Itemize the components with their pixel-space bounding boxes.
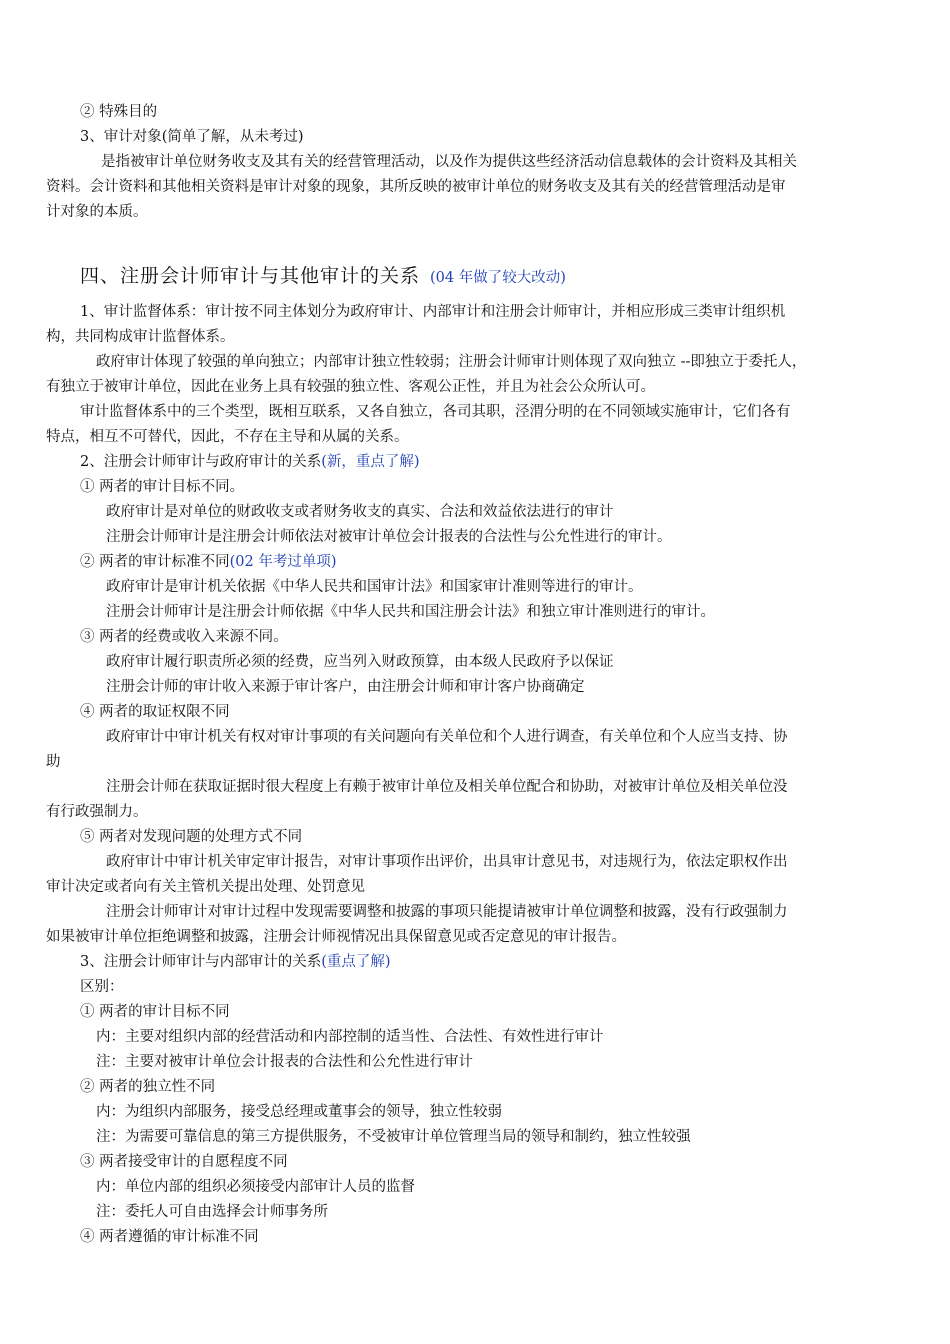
subsection-title-note: (新，重点了解): [321, 454, 420, 470]
list-item: ③ 两者接受审计的自愿程度不同: [80, 1154, 288, 1170]
section-heading: [80, 262, 566, 292]
paragraph-line: 审计监督体系中的三个类型，既相互联系，又各自独立，各司其职，泾渭分明的在不同领域实施审计，它们各有: [80, 404, 791, 420]
list-item-detail: 注：主要对被审计单位会计报表的合法性和公允性进行审计: [96, 1054, 473, 1070]
list-item: ③ 两者的经费或收入来源不同。: [80, 629, 288, 645]
list-item-note: (02 年考过单项): [229, 554, 337, 570]
subsection-title-government-audit: [80, 452, 420, 472]
list-item-detail: 政府审计是审计机关依据《中华人民共和国审计法》和国家审计准则等进行的审计。: [106, 579, 643, 595]
list-item-detail: 注册会计师审计对审计过程中发现需要调整和披露的事项只能提请被审计单位调整和披露，没有行政强制力: [106, 904, 788, 920]
list-item-detail: 注册会计师的审计收入来源于审计客户，由注册会计师和审计客户协商确定: [106, 679, 585, 695]
list-item-detail: 政府审计是对单位的财政收支或者财务收支的真实、合法和效益依法进行的审计: [106, 504, 614, 520]
list-item-detail: 内：为组织内部服务，接受总经理或董事会的领导，独立性较弱: [96, 1104, 502, 1120]
list-item-detail: 政府审计履行职责所必须的经费，应当列入财政预算，由本级人民政府予以保证: [106, 654, 614, 670]
heading-text: 四、注册会计师审计与其他审计的关系: [80, 265, 421, 287]
paragraph-line: 特点，相互不可替代，因此，不存在主导和从属的关系。: [46, 429, 409, 445]
list-item: ⑤ 两者对发现问题的处理方式不同: [80, 829, 303, 845]
paragraph-line: 1、审计监督体系：审计按不同主体划分为政府审计、内部审计和注册会计师审计，并相应形成三类审计组织机: [80, 304, 786, 320]
list-item-detail: 内：主要对组织内部的经营活动和内部控制的适当性、合法性、有效性进行审计: [96, 1029, 604, 1045]
list-item-text: ② 两者的审计标准不同: [80, 554, 230, 570]
list-item-detail: 助: [46, 754, 61, 770]
paragraph-line: 计对象的本质。: [46, 204, 148, 220]
list-item: ④ 两者的取证权限不同: [80, 704, 230, 720]
list-item-detail: 如果被审计单位拒绝调整和披露，注册会计师视情况出具保留意见或否定意见的审计报告。: [46, 929, 626, 945]
list-item-detail: 注：委托人可自由选择会计师事务所: [96, 1204, 328, 1220]
list-item-detail: 审计决定或者向有关主管机关提出处理、处罚意见: [46, 879, 365, 895]
list-item-detail: 政府审计中审计机关审定审计报告，对审计事项作出评价，出具审计意见书，对违规行为，依法定职权作出: [106, 854, 788, 870]
list-item-special-purpose: ② 特殊目的: [80, 104, 158, 120]
list-item-detail: 注册会计师审计是注册会计师依法对被审计单位会计报表的合法性与公允性进行的审计。: [106, 529, 672, 545]
section-title-audit-object: 3、审计对象(简单了解，从未考过): [80, 129, 304, 145]
subsection-title-text: 3、注册会计师审计与内部审计的关系: [80, 954, 322, 970]
list-item-detail: 内：单位内部的组织必须接受内部审计人员的监督: [96, 1179, 415, 1195]
heading-note: (04 年做了较大改动): [430, 270, 566, 286]
paragraph-line: 有独立于被审计单位，因此在业务上具有较强的独立性、客观公正性，并且为社会公众所认可。: [46, 379, 655, 395]
paragraph-line: 资料。会计资料和其他相关资料是审计对象的现象，其所反映的被审计单位的财务收支及其有关的经营管理活动是审: [46, 179, 786, 195]
subsection-title-note: (重点了解): [321, 954, 391, 970]
list-item: ① 两者的审计目标不同。: [80, 479, 245, 495]
paragraph-line: 构，共同构成审计监督体系。: [46, 329, 235, 345]
list-item: ② 两者的独立性不同: [80, 1079, 216, 1095]
subsection-title-internal-audit: [80, 952, 391, 972]
list-item: [80, 552, 336, 572]
subsection-title-text: 2、注册会计师审计与政府审计的关系: [80, 454, 322, 470]
list-item-detail: 政府审计中审计机关有权对审计事项的有关问题向有关单位和个人进行调查，有关单位和个人应当支持、协: [106, 729, 788, 745]
list-item: ① 两者的审计目标不同: [80, 1004, 230, 1020]
paragraph-line: 政府审计体现了较强的单向独立；内部审计独立性较弱；注册会计师审计则体现了双向独立 --即独立于委托人，: [96, 354, 807, 370]
list-item-detail: 注册会计师审计是注册会计师依据《中华人民共和国注册会计法》和独立审计准则进行的审计。: [106, 604, 715, 620]
list-item-detail: 注：为需要可靠信息的第三方提供服务，不受被审计单位管理当局的领导和制约，独立性较强: [96, 1129, 691, 1145]
list-item: ④ 两者遵循的审计标准不同: [80, 1229, 259, 1245]
differences-label: 区别：: [80, 979, 124, 995]
list-item-detail: 注册会计师在获取证据时很大程度上有赖于被审计单位及相关单位配合和协助，对被审计单位及相关单位没: [106, 779, 788, 795]
list-item-detail: 有行政强制力。: [46, 804, 148, 820]
paragraph-line: 是指被审计单位财务收支及其有关的经营管理活动，以及作为提供这些经济活动信息载体的会计资料及其相关: [101, 154, 797, 170]
